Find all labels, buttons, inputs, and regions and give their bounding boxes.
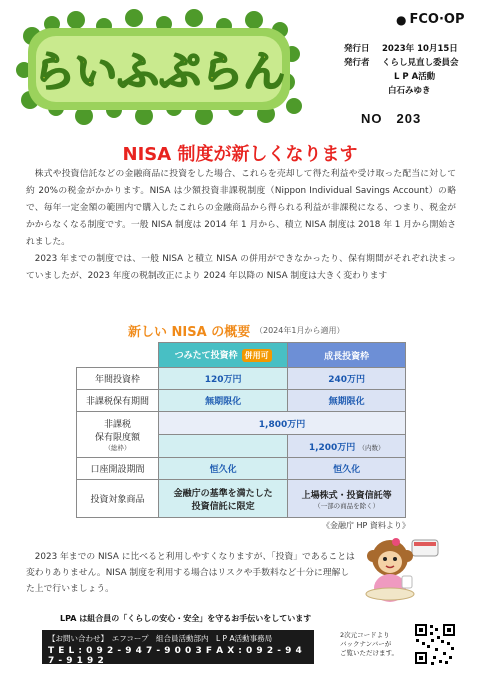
overview-title: 新しい NISA の概要: [128, 325, 251, 340]
qr-note: [340, 631, 398, 658]
contact-line: 【お問い合わせ】 エフコープ 組合員活動部内 L P A活動事務局: [48, 634, 273, 643]
monkey-mascot-illustration: [360, 532, 444, 606]
qr-note-line-3: ご覧いただけます。: [340, 649, 398, 657]
intro-paragraph-1: 株式や投資信託などの金融商品に投資をした場合、これらを売却して得た利益や受け取った配当に対して約 20%の税金がかかります。NISA は少額投資非課税制度（Nippon Individual Savings Account）の略で、毎年一定金額の範囲内で購入したこれらの金融商品から得られる利益が非課税になる、つまり、税金がかからなくなる制度です。一般 NISA 制度は 2014 年 1 月から、積立 NISA 制度は 2018 年 1 月から開始されました。: [26, 169, 456, 247]
newsletter-logo: [14, 8, 304, 126]
table-corner: [77, 343, 159, 368]
issued-date: 2023年 10月15日: [382, 44, 458, 54]
overview-subtitle: （2024年1月から適用）: [255, 326, 345, 335]
closing-paragraph-1: 2023 年までの NISA に比べると利用しやすくなりますが、「投資」であることは変わりありません。NISA 制度を利用する場合はリスクや手数料など十分に理解した上で行いましょう。: [26, 552, 355, 594]
target-tsumitate-line-2: 投資信託に限定: [191, 501, 255, 512]
qr-note-line-2: バックナンバーが: [340, 640, 392, 648]
lpa-note: LPA は組合員の「くらしの安心・安全」を守るお手伝いをしています: [60, 614, 312, 623]
source-note: 《金融庁 HP 資料より》: [322, 521, 410, 530]
target-tsumitate: [159, 480, 288, 518]
limit-growth-note: （内数）: [358, 443, 385, 452]
target-growth-line-1: 上場株式・投資信託等: [301, 490, 392, 501]
account-growth: 恒久化: [288, 458, 406, 480]
period-growth: 無期限化: [288, 390, 406, 412]
publisher-line-2: L P A活動: [394, 72, 436, 82]
publisher-label: 発行者: [344, 58, 370, 68]
limit-total: 1,800万円: [159, 412, 406, 435]
closing-text: [26, 549, 356, 597]
contact-box: [42, 630, 314, 664]
page-title: NISA 制度が新しくなります: [122, 144, 358, 165]
apple-icon: ●: [396, 12, 407, 27]
limit-label-line-2: 保有限度額: [94, 433, 140, 443]
row-label-target: 投資対象商品: [77, 480, 159, 518]
logo-text: らいふぷらん: [32, 47, 286, 96]
limit-growth: [288, 435, 406, 458]
row-label-account: 口座開設期間: [77, 458, 159, 480]
nisa-overview-table: [76, 342, 406, 518]
intro-text: [26, 166, 456, 285]
brand-logo: [396, 12, 464, 27]
issue-meta: [344, 42, 459, 98]
account-tsumitate: 恒久化: [159, 458, 288, 480]
row-label-period: 非課税保有期間: [77, 390, 159, 412]
combinable-badge: 併用可: [242, 349, 272, 362]
publisher-line-3: 白石みゆき: [388, 86, 431, 96]
brand-name: FCO·OP: [409, 12, 465, 27]
limit-label-line-3: （総枠）: [104, 444, 131, 452]
target-growth-line-2: （一部の商品を除く）: [314, 501, 380, 510]
qr-code-icon[interactable]: [413, 622, 457, 666]
issue-number: NO 203: [361, 111, 422, 126]
intro-paragraph-2: 2023 年までの制度では、一般 NISA と積立 NISA の併用ができなかったり、保有期間がそれぞれ決まっていましたが、2023 年度の税制改正により 2024 年以降の NISA 制度は大きく変わります: [26, 254, 456, 281]
header-growth: 成長投資枠: [288, 343, 406, 368]
limit-label-line-1: 非課税: [103, 420, 131, 430]
annual-growth: 240万円: [288, 368, 406, 390]
row-label-annual: 年間投資枠: [77, 368, 159, 390]
header-tsumitate: [159, 343, 288, 368]
row-label-limit: [77, 412, 159, 458]
qr-note-line-1: 2次元コードより: [340, 631, 390, 639]
annual-tsumitate: 120万円: [159, 368, 288, 390]
publisher-line-1: くらし見直し委員会: [382, 58, 459, 68]
period-tsumitate: 無期限化: [159, 390, 288, 412]
issued-date-label: 発行日: [344, 44, 370, 54]
header-tsumitate-label: つみたて投資枠: [174, 351, 238, 361]
clover-logo-graphic: [14, 8, 304, 126]
target-tsumitate-line-1: 金融庁の基準を満たした: [173, 488, 273, 499]
limit-tsumitate-empty: [159, 435, 288, 458]
target-growth: [288, 480, 406, 518]
limit-growth-value: 1,200万円: [308, 442, 356, 453]
phone-fax-line: T E L : 0 9 2 - 9 4 7 - 9 0 0 3 F A X : 0 9 2 - 9 4 7 - 9 1 9 2: [48, 646, 303, 666]
